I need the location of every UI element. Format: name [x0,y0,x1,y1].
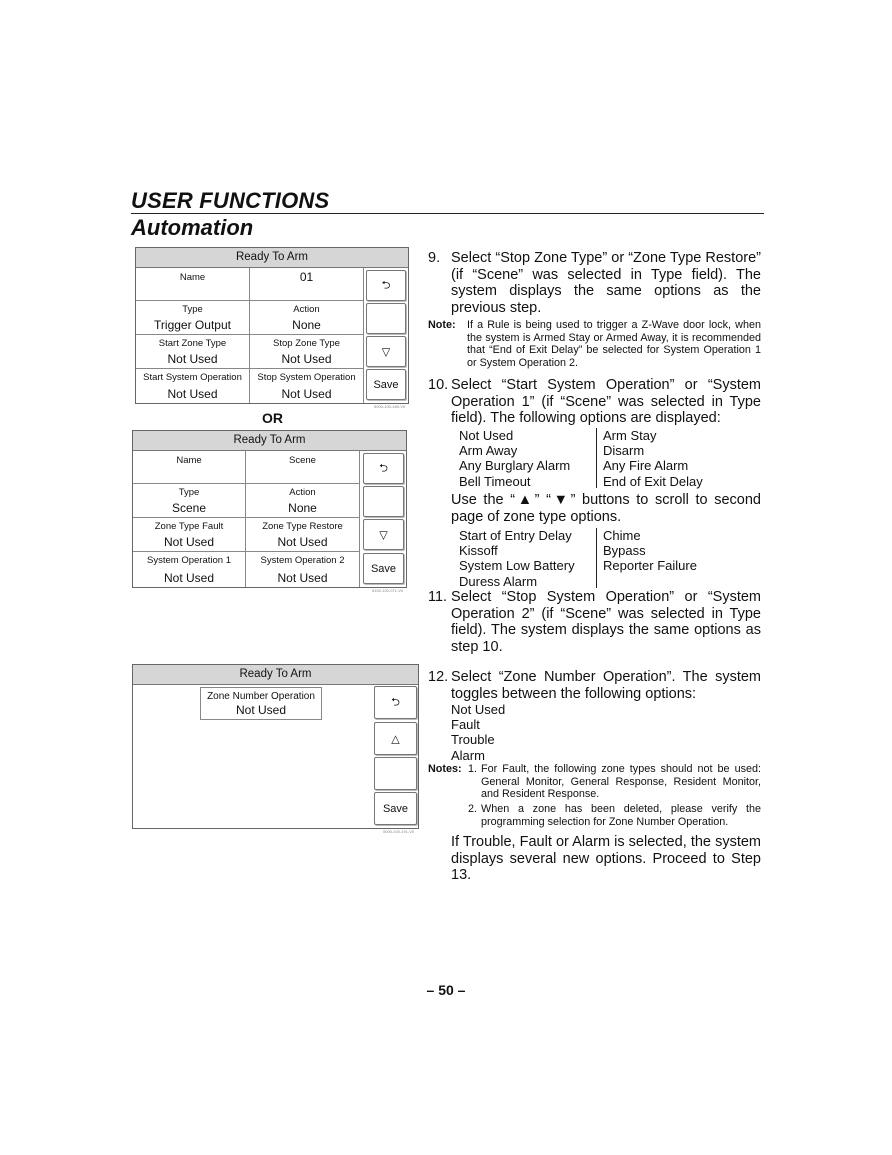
option-item: Reporter Failure [603,558,697,574]
back-icon: ⮌ [391,696,400,708]
down-arrow-icon: ▽ [381,346,391,358]
save-label: Save [373,378,399,391]
step-11-number: 11. [428,589,448,605]
figure-tag-2: 5100-100-071-V0 [372,588,404,593]
option-item: Start of Entry Delay [459,528,572,543]
type-field[interactable] [136,301,250,335]
action-label: Action [289,487,316,498]
down-arrow-icon: ▽ [379,529,388,541]
type-value: Trigger Output [154,318,231,332]
system-operation-2-field[interactable] [246,552,360,587]
note-3-text: When a zone has been deleted, please verify the programming selection for Zone Number Operation. [481,803,761,828]
option-list-1-left [459,428,570,489]
action-label: Action [293,304,320,315]
option-item: System Low Battery [459,558,575,574]
step-12-number: 12. [428,669,449,685]
stop-zone-type-value: Not Used [281,352,332,366]
step-10-number: 10. [428,377,449,393]
option-item: Not Used [459,428,514,443]
scene-field[interactable] [246,451,360,484]
zone-number-operation-value: Not Used [235,703,287,717]
keypad-screen-zone-number-operation [132,664,419,829]
notes-label [428,763,462,776]
name-value: 01 [299,270,314,284]
scroll-down-button[interactable] [366,336,406,367]
notes-label-text: Notes: [428,763,462,775]
zone-type-fault-label: Zone Type Fault [154,521,224,532]
scene-label: Scene [289,455,316,466]
option-item: Arm Away [459,443,518,459]
save-button[interactable] [366,369,406,400]
save-label: Save [370,562,397,575]
back-icon: ⮌ [379,462,388,474]
start-system-operation-field[interactable] [136,369,250,403]
system-operation-2-label: System Operation 2 [260,555,345,566]
name-value-field[interactable] [250,268,364,301]
scroll-down-button[interactable] [363,519,404,550]
option-item: Not Used [451,702,506,717]
zone-type-restore-field[interactable] [246,518,360,552]
option-item: Duress Alarm [459,573,538,589]
start-system-operation-value: Not Used [167,387,218,401]
option-item: Arm Stay [603,428,657,443]
system-operation-1-label: System Operation 1 [147,555,231,566]
zone-type-restore-label: Zone Type Restore [262,521,343,532]
option-divider [596,428,597,488]
step-11-text: Select “Stop System Operation” or “System Operation 2” (if “Scene” was selected in Type field). The system displays the same options as step 10. [451,589,761,655]
option-item: Trouble [451,732,495,748]
start-zone-type-label: Start Zone Type [158,338,227,349]
keypad-screen-rule-scene [132,430,407,588]
step-9-text: Select “Stop Zone Type” or “Zone Type Restore” (if “Scene” was selected in Type field). The system displays the same options as the previous step. [451,250,761,316]
name-field[interactable] [136,268,250,301]
step-10-text: Select “Start System Operation” or “System Operation 1” (if “Scene” was selected in Type field). The following options are displayed: [451,377,761,426]
note-2-text: For Fault, the following zone types should not be used: General Monitor, General Response, Resident Monitor, and Resident Response. [481,763,761,800]
stop-system-operation-field[interactable] [250,369,364,403]
stop-system-operation-value: Not Used [281,387,332,401]
blank-button[interactable] [374,757,417,790]
type-value: Scene [171,501,207,515]
option-item: Any Burglary Alarm [459,458,571,474]
scroll-up-button[interactable] [374,722,417,755]
stop-zone-type-label: Stop Zone Type [273,338,340,349]
keypad-screen-rule-output [135,247,409,404]
option-item: Fault [451,717,480,733]
save-label: Save [382,802,409,815]
note-label-text: Note: [428,319,456,331]
page-number: – 50 – [426,982,466,998]
note-3-number: 2. [468,803,478,815]
action-value: None [292,318,321,332]
option-list-2-left [459,528,575,589]
save-button[interactable] [374,792,417,825]
option-item: End of Exit Delay [603,473,703,489]
subsection-title: Automation [131,215,254,240]
system-operation-1-field[interactable] [133,552,246,587]
screen-status-bar: Ready To Arm [133,665,418,685]
type-field[interactable] [133,484,246,518]
final-instruction: If Trouble, Fault or Alarm is selected, the system displays several new options. Proceed to Step 13. [451,834,761,883]
note-label [428,319,456,332]
name-field[interactable] [133,451,246,484]
option-list-2-right [603,528,697,574]
option-divider [596,528,597,588]
start-zone-type-value: Not Used [167,352,218,366]
system-operation-1-value: Not Used [163,571,215,585]
option-item: Disarm [603,443,645,459]
start-zone-type-field[interactable] [136,335,250,369]
stop-system-operation-label: Stop System Operation [257,372,356,383]
option-item: Chime [603,528,641,543]
start-system-operation-label: Start System Operation [143,372,242,383]
action-field[interactable] [250,301,364,335]
figure-tag-3: 5000-100-191-V0 [383,829,415,834]
save-button[interactable] [363,553,404,584]
back-button[interactable] [366,270,406,301]
option-item: Alarm [451,747,485,763]
name-label: Name [176,455,202,466]
option-list-1-right [603,428,703,489]
step-9-number: 9. [428,250,441,266]
action-field[interactable] [246,484,360,518]
name-label: Name [179,272,206,283]
header-rule [131,213,764,214]
zone-number-operation-label: Zone Number Operation [207,691,315,702]
system-operation-2-value: Not Used [277,571,328,585]
blank-button[interactable] [363,486,404,517]
zone-type-restore-value: Not Used [277,535,328,549]
option-item: Bell Timeout [459,473,531,489]
note-1-text: If a Rule is being used to trigger a Z-Wave door lock, when the system is Armed Stay or Armed Away, it is recommended that “End of Exit Delay” be selected for System Operation 1 or System Operation 2. [467,319,761,369]
type-label: Type [182,304,203,315]
back-button[interactable] [363,453,404,484]
screen-status-bar: Ready To Arm [133,431,406,451]
option-item: Kissoff [459,543,498,559]
scroll-instruction: Use the “▲” “▼” buttons to scroll to second page of zone type options. [451,492,761,525]
blank-button[interactable] [366,303,406,334]
zone-type-fault-value: Not Used [163,535,215,549]
figure-tag-1: 5000-100-189-V0 [374,404,406,409]
zone-number-operation-field[interactable] [200,687,322,720]
screen-status-bar: Ready To Arm [136,248,408,268]
up-arrow-icon: △ [391,733,400,745]
note-2-number: 1. [468,763,478,775]
stop-zone-type-field[interactable] [250,335,364,369]
zone-type-fault-field[interactable] [133,518,246,552]
zone-operation-options [451,702,505,763]
type-label: Type [178,487,200,498]
section-title: USER FUNCTIONS [131,188,330,213]
action-value: None [288,501,317,515]
back-icon: ⮌ [381,279,391,291]
option-item: Bypass [603,543,646,559]
back-button[interactable] [374,686,417,719]
or-separator: OR [262,410,283,426]
step-12-text: Select “Zone Number Operation”. The system toggles between the following options: [451,669,761,702]
option-item: Any Fire Alarm [603,458,689,474]
